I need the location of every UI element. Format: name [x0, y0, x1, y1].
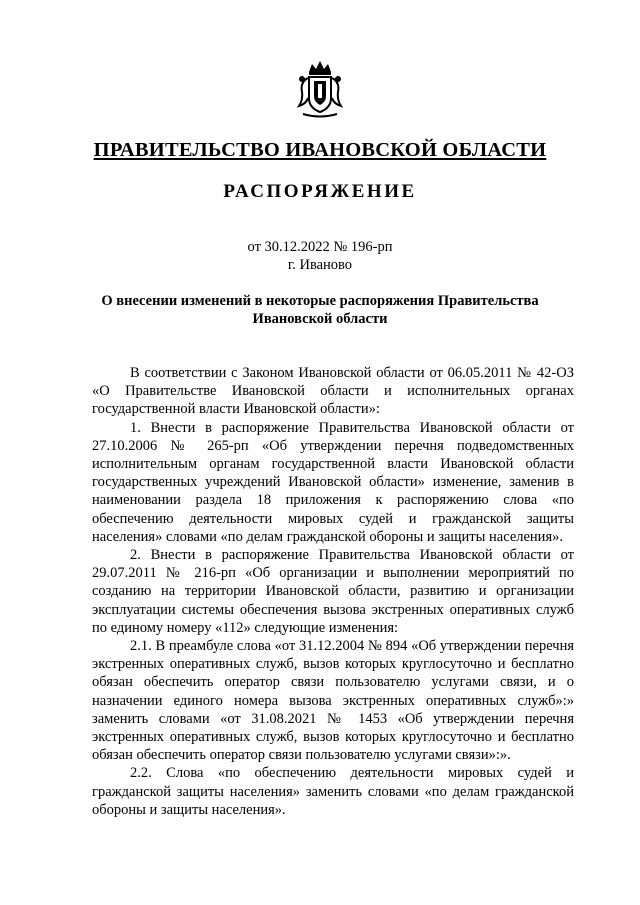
paragraph-2: 2. Внести в распоряжение Правительства Ивановской области от 29.07.2011 № 216-рп «Об организации и выполнении мероприятий по созданию на территории Ивановской области, развитию и организации эксплуатации системы обеспечения вызова экстренных оперативных служб по единому номеру «112» следующие изменения:: [92, 547, 574, 636]
paragraph-2-2: 2.2. Слова «по обеспечению деятельности мировых судей и гражданской защиты населения» заменить словами «по делам гражданской обороны и защиты населения».: [92, 765, 574, 818]
document-title: О внесении изменений в некоторые распоряжения Правительства Ивановской области: [101, 293, 539, 327]
government-name: ПРАВИТЕЛЬСТВО ИВАНОВСКОЙ ОБЛАСТИ: [93, 139, 547, 161]
paragraph-2-1: 2.1. В преамбуле слова «от 31.12.2004 № 894 «Об утверждении перечня экстренных оперативных служб, вызов которых круглосуточно и бесплатно обязан обеспечить оператор связи пользователю услугами связи, и о назначении единого номера вызова экстренных оперативных служб»:» заменить словами «от 31.08.2021 № 1453 «Об утверждении перечня экстренных оперативных служб, вызов которых круглосуточно и бесплатно обязан обеспечить оператор связи пользователю услугами связи»:».: [92, 638, 574, 764]
coat-of-arms-icon: [297, 58, 343, 120]
document-date-number: от 30.12.2022 № 196-рп: [247, 239, 393, 255]
paragraph-1: 1. Внести в распоряжение Правительства Ивановской области от 27.10.2006 № 265-рп «Об утверждении перечня подведомственных исполнительным органам государственной власти Ивановской области государственных учреждений Ивановской области» изменение, заменив в наименовании раздела 18 приложения к распоряжению слова «по обеспечению деятельности мировых судей и гражданской защиты населения» словами «по делам гражданской обороны и защиты населения».: [92, 419, 574, 545]
paragraph-preamble: В соответствии с Законом Ивановской области от 06.05.2011 № 42-ОЗ «О Правительстве Ивановской области и исполнительных органах государственной власти Ивановской области»:: [92, 365, 574, 418]
document-type: РАСПОРЯЖЕНИЕ: [223, 181, 417, 202]
document-city: г. Иваново: [287, 257, 353, 273]
document-body: [92, 364, 574, 819]
